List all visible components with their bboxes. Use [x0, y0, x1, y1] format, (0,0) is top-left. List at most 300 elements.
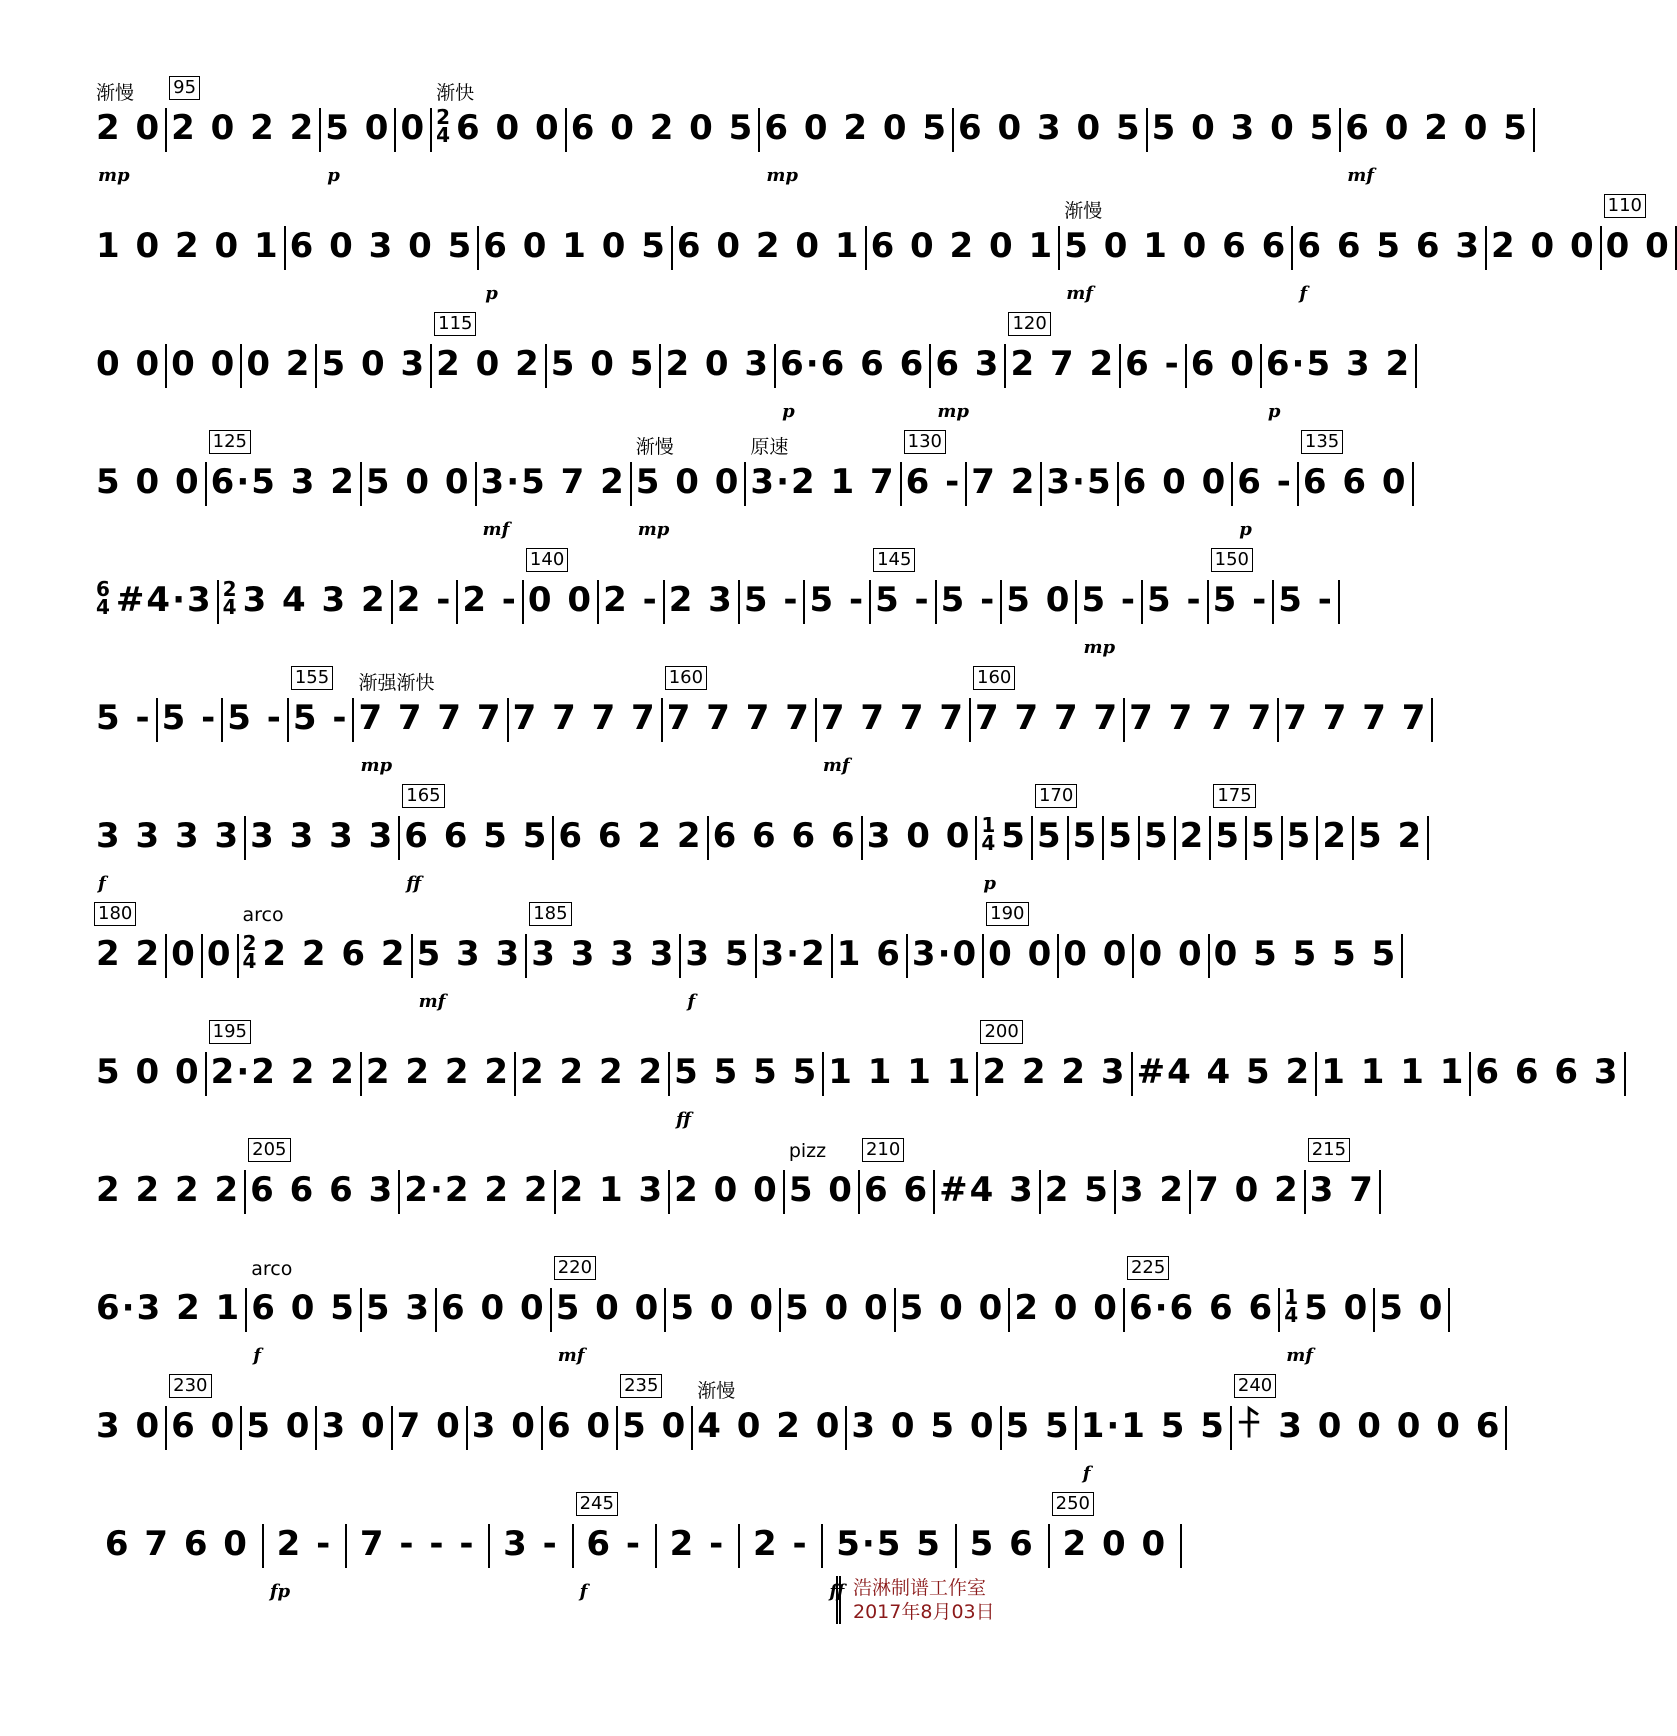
measure: [670, 1052, 824, 1130]
measure: [556, 1170, 671, 1214]
measure-number-box: 225: [1127, 1256, 1169, 1280]
jianpu-notes: 0: [400, 108, 427, 148]
jianpu-notes: 0 0: [988, 934, 1054, 974]
measure: [219, 577, 393, 624]
jianpu-notes: 2 2 2 2: [365, 1052, 511, 1092]
measure: [1148, 108, 1342, 152]
measure: [223, 698, 289, 742]
jianpu-notes: 7 0 2: [1195, 1170, 1300, 1210]
measure: [1125, 1257, 1280, 1332]
jianpu-notes: 2·2 2 2: [404, 1170, 550, 1210]
measure-number-box: 135: [1301, 430, 1343, 454]
tempo-marking: 渐慢: [635, 436, 674, 458]
measure: [1247, 816, 1283, 860]
measure: [477, 462, 632, 540]
measure: [242, 1406, 317, 1450]
measure: [1471, 1052, 1625, 1096]
measure: [1293, 226, 1487, 304]
jianpu-notes: 6 0 2 0 1: [676, 226, 861, 266]
measure: [1210, 934, 1404, 978]
measure-number-box: 140: [526, 548, 568, 572]
jianpu-notes: 7 7 7 7: [975, 698, 1120, 738]
measure: [400, 1170, 555, 1214]
measure-number-box: 180: [94, 902, 136, 926]
jianpu-notes: 6 7 6 0: [104, 1524, 249, 1564]
jianpu-notes: 5: [1072, 816, 1099, 856]
measure: [1033, 785, 1074, 860]
dynamic-marking: mp: [360, 755, 393, 776]
staff-line: [92, 1375, 1502, 1484]
jianpu-notes: 1 1 1 1: [1321, 1052, 1466, 1092]
jianpu-notes: #4 4 5 2: [1136, 1052, 1312, 1092]
measure: [665, 580, 740, 624]
jianpu-notes: 5 0 5: [550, 344, 656, 384]
jianpu-notes: 2 -: [276, 1524, 333, 1564]
measure-number-box: 120: [1008, 312, 1050, 336]
tempo-marking: 渐慢: [697, 1380, 736, 1402]
measure: [92, 1406, 167, 1450]
jianpu-notes: 5 0: [788, 1170, 854, 1210]
jianpu-notes: 3 0: [96, 1406, 162, 1446]
measure: [805, 580, 871, 624]
jianpu-notes: 1 1 1 1: [828, 1052, 973, 1092]
jianpu-notes: 3 7: [1309, 1170, 1375, 1210]
measure: [1143, 580, 1209, 624]
measure: [362, 462, 477, 506]
dynamic-marking: mf: [1347, 165, 1375, 186]
jianpu-notes: 5 0: [325, 108, 391, 148]
measure: [203, 934, 239, 978]
jianpu-notes: 3 5: [685, 934, 751, 974]
jianpu-notes: 2 2: [96, 934, 162, 974]
measure: [1069, 816, 1105, 860]
time-signature-bottom: 4: [222, 595, 237, 619]
jianpu-notes: 2 0 0: [1062, 1524, 1168, 1564]
measure: [527, 903, 681, 978]
jianpu-notes: 7 7 7 7: [1283, 698, 1428, 738]
jianpu-notes: 2 3: [668, 580, 734, 620]
jianpu-notes: 1·1 5 5: [1080, 1406, 1226, 1446]
measure: [1341, 108, 1535, 186]
measure: [824, 1052, 978, 1096]
score-system: [92, 188, 1671, 304]
measure: [92, 816, 246, 894]
measure: [543, 1406, 618, 1450]
jianpu-notes: 6 0: [171, 1406, 237, 1446]
measure: [92, 1288, 247, 1332]
measure: [347, 1524, 490, 1568]
jianpu-notes: 5: [1286, 816, 1313, 856]
measure-number-box: 230: [169, 1374, 211, 1398]
measure: [757, 934, 833, 978]
jianpu-notes: 0 0: [171, 344, 237, 384]
measure-number-box: 175: [1213, 784, 1255, 808]
measure: [1211, 785, 1252, 860]
measure-number-box: 145: [873, 548, 915, 572]
jianpu-notes: 0: [206, 934, 233, 974]
measure: [1318, 816, 1354, 860]
measure: [432, 313, 547, 388]
score-system: [92, 778, 1424, 894]
measure: [670, 1170, 785, 1214]
jianpu-notes: 3 0 5 0: [851, 1406, 996, 1446]
jianpu-notes: 2 0 0: [674, 1170, 779, 1210]
jianpu-notes: 5 0 0: [785, 1288, 890, 1328]
time-signature-top: 2: [222, 577, 237, 601]
measure: [92, 698, 158, 742]
jianpu-notes: 2 0 2: [436, 344, 541, 384]
time-signature-bottom: 4: [242, 949, 257, 973]
staff-line: [92, 1021, 1620, 1130]
measure: [746, 436, 901, 506]
jianpu-notes: 5: [1108, 816, 1134, 856]
measure: [167, 934, 203, 978]
jianpu-notes: 7 7 7 7: [358, 698, 503, 738]
jianpu-notes: 2·2 2 2: [210, 1052, 356, 1092]
staff-line: [92, 667, 1428, 776]
jianpu-notes: 5: [1143, 816, 1170, 856]
score-system: [92, 1250, 1445, 1366]
jianpu-notes: 2 2 2 2: [520, 1052, 665, 1092]
jianpu-notes: 6 0 2 0 5: [570, 108, 755, 148]
jianpu-notes: 6·6 6 6: [1128, 1288, 1275, 1328]
measure: [92, 1052, 207, 1096]
staff-line: [92, 785, 1424, 894]
jianpu-notes: 5: [1250, 816, 1277, 856]
jianpu-notes: 5 0 0: [365, 462, 471, 502]
jianpu-notes: 5: [1215, 816, 1241, 856]
measure: [1134, 934, 1209, 978]
jianpu-notes: 6 6 2 2: [558, 816, 703, 856]
jianpu-notes: 6 0 2 0 1: [870, 226, 1055, 266]
jianpu-notes: 6 6 6 3: [250, 1170, 395, 1210]
measure: [666, 1288, 781, 1332]
jianpu-notes: 1 0 2 0 1: [96, 226, 280, 266]
jianpu-notes: 7 7 7 7: [666, 698, 811, 738]
dynamic-marking: fp: [269, 1581, 291, 1602]
jianpu-notes: 3 3 3 3: [531, 934, 676, 974]
jianpu-notes: 2: [1322, 816, 1348, 856]
measure: [1050, 1493, 1182, 1568]
measure: [1299, 431, 1414, 506]
measure-number-box: 200: [980, 1020, 1022, 1044]
measure: [458, 580, 524, 624]
jianpu-notes: 6 0 3 0 5: [957, 108, 1142, 148]
measure: [1140, 816, 1176, 860]
measure: [681, 934, 756, 1012]
dynamic-marking: mf: [1066, 283, 1093, 304]
staff-line: [92, 313, 1412, 422]
jianpu-notes: 3·2: [760, 934, 827, 974]
jianpu-notes: 5 0 0: [670, 1288, 775, 1328]
time-signature: [96, 577, 110, 619]
dynamic-marking: p: [1239, 519, 1252, 540]
measure-number-box: 205: [248, 1138, 290, 1162]
jianpu-notes: 5 3 3: [416, 934, 522, 974]
jianpu-notes: 2 0 3: [665, 344, 771, 384]
jianpu-notes: 2 2 6 2: [262, 934, 407, 974]
measure: [92, 82, 167, 186]
tempo-marking: 原速: [750, 436, 789, 458]
measure-number-box: 130: [904, 430, 946, 454]
measure: [1121, 344, 1187, 388]
score-system: [92, 306, 1412, 422]
jianpu-notes: 6 0 3 0 5: [289, 226, 474, 266]
staff-line: [92, 1139, 1375, 1214]
measure: [1191, 1170, 1306, 1214]
dynamic-marking: f: [579, 1581, 588, 1602]
dynamic-marking: mf: [822, 755, 850, 776]
jianpu-notes: 3·5 7 2: [480, 462, 626, 502]
jianpu-notes: 0 2: [246, 344, 312, 384]
jianpu-notes: 6 0: [546, 1406, 613, 1446]
tempo-marking: arco: [251, 1258, 293, 1280]
measure: [957, 1524, 1050, 1568]
measure: [289, 667, 355, 742]
tempo-marking: 渐慢: [96, 82, 135, 104]
measure: [896, 1288, 1011, 1332]
jianpu-notes: 0 0: [527, 580, 594, 620]
jianpu-notes: 5 -: [1278, 580, 1334, 620]
measure: [1116, 1170, 1191, 1214]
measure: [321, 108, 396, 186]
studio-credit: [836, 1576, 995, 1624]
jianpu-notes: 6·6 6 6: [780, 344, 926, 384]
jianpu-notes: 6 -: [905, 462, 962, 502]
measure: [567, 108, 761, 152]
jianpu-notes: 5 0: [1379, 1288, 1445, 1328]
jianpu-notes: 6 0 0: [456, 108, 561, 148]
measure: [1059, 934, 1134, 978]
jianpu-notes: ꊰ 3 0 0 0 0 6: [1235, 1406, 1502, 1446]
jianpu-notes: 5 -: [1081, 580, 1138, 620]
dynamic-marking: p: [983, 873, 996, 894]
studio-name: 浩淋制谱工作室: [853, 1577, 987, 1599]
jianpu-notes: 2 0 2 2: [171, 108, 316, 148]
measure: [931, 344, 1006, 422]
jianpu-notes: 5 0: [1006, 580, 1072, 620]
jianpu-notes: 6 0: [1190, 344, 1256, 384]
measure: [242, 344, 317, 388]
studio-date: 2017年8月03日: [853, 1601, 995, 1623]
measure: [92, 1170, 246, 1214]
dynamic-marking: mf: [557, 1345, 585, 1366]
dynamic-marking: mp: [98, 165, 130, 186]
measure: [1306, 1139, 1381, 1214]
measure: [524, 549, 599, 624]
jianpu-notes: 7 7 7 7: [820, 698, 965, 738]
tempo-marking: 渐强渐快: [358, 672, 435, 694]
jianpu-notes: 5 -: [940, 580, 997, 620]
measure: [871, 549, 937, 624]
jianpu-notes: 5 -: [96, 698, 152, 738]
measure: [246, 816, 400, 860]
jianpu-notes: 5 3: [365, 1288, 432, 1328]
measure-number-box: 160: [973, 666, 1015, 690]
measure: [661, 344, 776, 388]
measure: [1006, 313, 1121, 388]
measure: [393, 580, 459, 624]
measure: [971, 667, 1125, 742]
time-signature-bottom: 4: [981, 831, 996, 855]
dynamic-marking: f: [253, 1345, 261, 1366]
measure: [632, 436, 747, 540]
jianpu-notes: 4 0 2 0: [697, 1406, 842, 1446]
measure-number-box: 115: [434, 312, 476, 336]
measure: [1354, 816, 1429, 860]
measure: [552, 1257, 667, 1366]
measure-number-box: 250: [1052, 1492, 1094, 1516]
jianpu-notes: 5 -: [292, 698, 349, 738]
jianpu-notes: 5 0 0: [899, 1288, 1005, 1328]
measure: [967, 462, 1042, 506]
jianpu-notes: 5: [1001, 816, 1027, 856]
measure: [1077, 1406, 1232, 1484]
jianpu-notes: 5 -: [1212, 580, 1269, 620]
dynamic-marking: p: [485, 283, 498, 304]
measure-number-box: 235: [620, 1374, 662, 1398]
score-system: [92, 424, 1408, 540]
dynamic-marking: mp: [637, 519, 670, 540]
jianpu-notes: 3 0: [321, 1406, 387, 1446]
measure-number-box: 160: [665, 666, 707, 690]
measure: [574, 1493, 657, 1602]
jianpu-notes: 5 0 1 0 6 6: [1064, 226, 1288, 266]
measure-number-box: 185: [529, 902, 571, 926]
jianpu-notes: 6 6 6 3: [1475, 1052, 1620, 1092]
jianpu-notes: 2 -: [752, 1524, 809, 1564]
jianpu-notes: 2: [1179, 816, 1206, 856]
score-system: [92, 1368, 1502, 1484]
jianpu-notes: 2 -: [603, 580, 659, 620]
time-signature-top: 1: [981, 813, 996, 837]
measure: [286, 226, 480, 270]
jianpu-notes: 0: [171, 934, 197, 974]
measure: [479, 226, 673, 304]
measure: [847, 1406, 1001, 1450]
measure: [509, 698, 663, 742]
measure: [396, 108, 432, 152]
staff-line: [92, 549, 1334, 658]
measure: [1375, 1288, 1450, 1332]
measure-number-box: 150: [1211, 548, 1253, 572]
jianpu-notes: 6 -: [1237, 462, 1293, 502]
measure: [207, 431, 362, 506]
measure: [317, 344, 432, 388]
staff-line: [92, 903, 1398, 1012]
jianpu-notes: 6 0 0: [1122, 462, 1228, 502]
jianpu-notes: 2 7 2: [1010, 344, 1116, 384]
jianpu-notes: 5 0 0: [555, 1288, 661, 1328]
measure: [760, 108, 954, 186]
dynamic-marking: p: [327, 165, 340, 186]
time-signature-bottom: 4: [436, 123, 451, 147]
measure: [554, 816, 708, 860]
dynamic-marking: mp: [1083, 637, 1116, 658]
time-signature-bottom: 4: [96, 595, 110, 619]
jianpu-notes: 2 1 3: [559, 1170, 665, 1210]
jianpu-notes: 6·5 3 2: [1265, 344, 1412, 384]
measure: [1279, 698, 1433, 742]
jianpu-notes: 6·3 2 1: [96, 1288, 242, 1328]
measure: [317, 1406, 392, 1450]
time-signature: [981, 813, 996, 855]
jianpu-notes: 5 -: [875, 580, 931, 620]
measure: [693, 1380, 847, 1450]
measure: [167, 77, 321, 152]
jianpu-notes: 0 0: [1605, 226, 1671, 266]
measure: [785, 1140, 860, 1214]
measure: [599, 580, 665, 624]
measure-number-box: 110: [1604, 194, 1646, 218]
jianpu-notes: 5 -: [1147, 580, 1203, 620]
measure: [1317, 1052, 1471, 1096]
measure: [673, 226, 867, 270]
dynamic-marking: mf: [482, 519, 510, 540]
measure: [92, 344, 167, 388]
measure: [935, 1170, 1041, 1214]
staff-line: [92, 431, 1408, 540]
measure: [247, 1258, 362, 1366]
measure: [1104, 816, 1140, 860]
measure: [740, 1524, 823, 1568]
measure: [547, 344, 662, 388]
tempo-marking: arco: [242, 904, 284, 926]
measure-number-box: 195: [209, 1020, 251, 1044]
time-signature-top: 1: [1284, 1285, 1299, 1309]
jianpu-notes: 5 5: [1005, 1406, 1071, 1446]
jianpu-notes: 6 0 1 0 5: [483, 226, 667, 266]
measure-number-box: 125: [209, 430, 251, 454]
jianpu-notes: 2 0 0: [1014, 1288, 1119, 1328]
measure: [657, 1524, 740, 1568]
measure: [663, 667, 817, 742]
measure: [239, 904, 413, 978]
jianpu-notes: 5 6: [969, 1524, 1035, 1564]
measure: [1280, 1285, 1375, 1366]
measure: [468, 1406, 543, 1450]
measure: [860, 1139, 935, 1214]
jianpu-notes: 7 0: [396, 1406, 462, 1446]
measure: [867, 226, 1061, 270]
dynamic-marking: mf: [418, 991, 446, 1012]
measure: [490, 1524, 573, 1568]
staff-line: [92, 195, 1671, 304]
measure: [863, 816, 978, 860]
dynamic-marking: p: [1267, 401, 1281, 422]
score-system: [92, 1132, 1375, 1232]
jianpu-notes: 5 5 5 5: [674, 1052, 819, 1092]
measure: [1077, 580, 1143, 658]
measure: [92, 577, 219, 624]
measure: [264, 1524, 347, 1602]
measure: [908, 934, 984, 978]
jianpu-notes: 6 3: [935, 344, 1001, 384]
measure: [937, 580, 1003, 624]
jianpu-notes: 0 0: [96, 344, 162, 384]
tempo-marking: 渐慢: [1064, 200, 1103, 222]
time-signature-top: 2: [436, 105, 451, 129]
measure: [1133, 1052, 1318, 1096]
measure-number-box: 155: [291, 666, 333, 690]
measure: [167, 344, 242, 388]
measure: [618, 1375, 693, 1450]
dynamic-marking: f: [1299, 283, 1308, 304]
jianpu-notes: 6 0 0: [441, 1288, 546, 1328]
measure: [978, 1021, 1132, 1096]
jianpu-notes: 6 0 2 0 5: [764, 108, 948, 148]
score-system: [92, 542, 1334, 658]
